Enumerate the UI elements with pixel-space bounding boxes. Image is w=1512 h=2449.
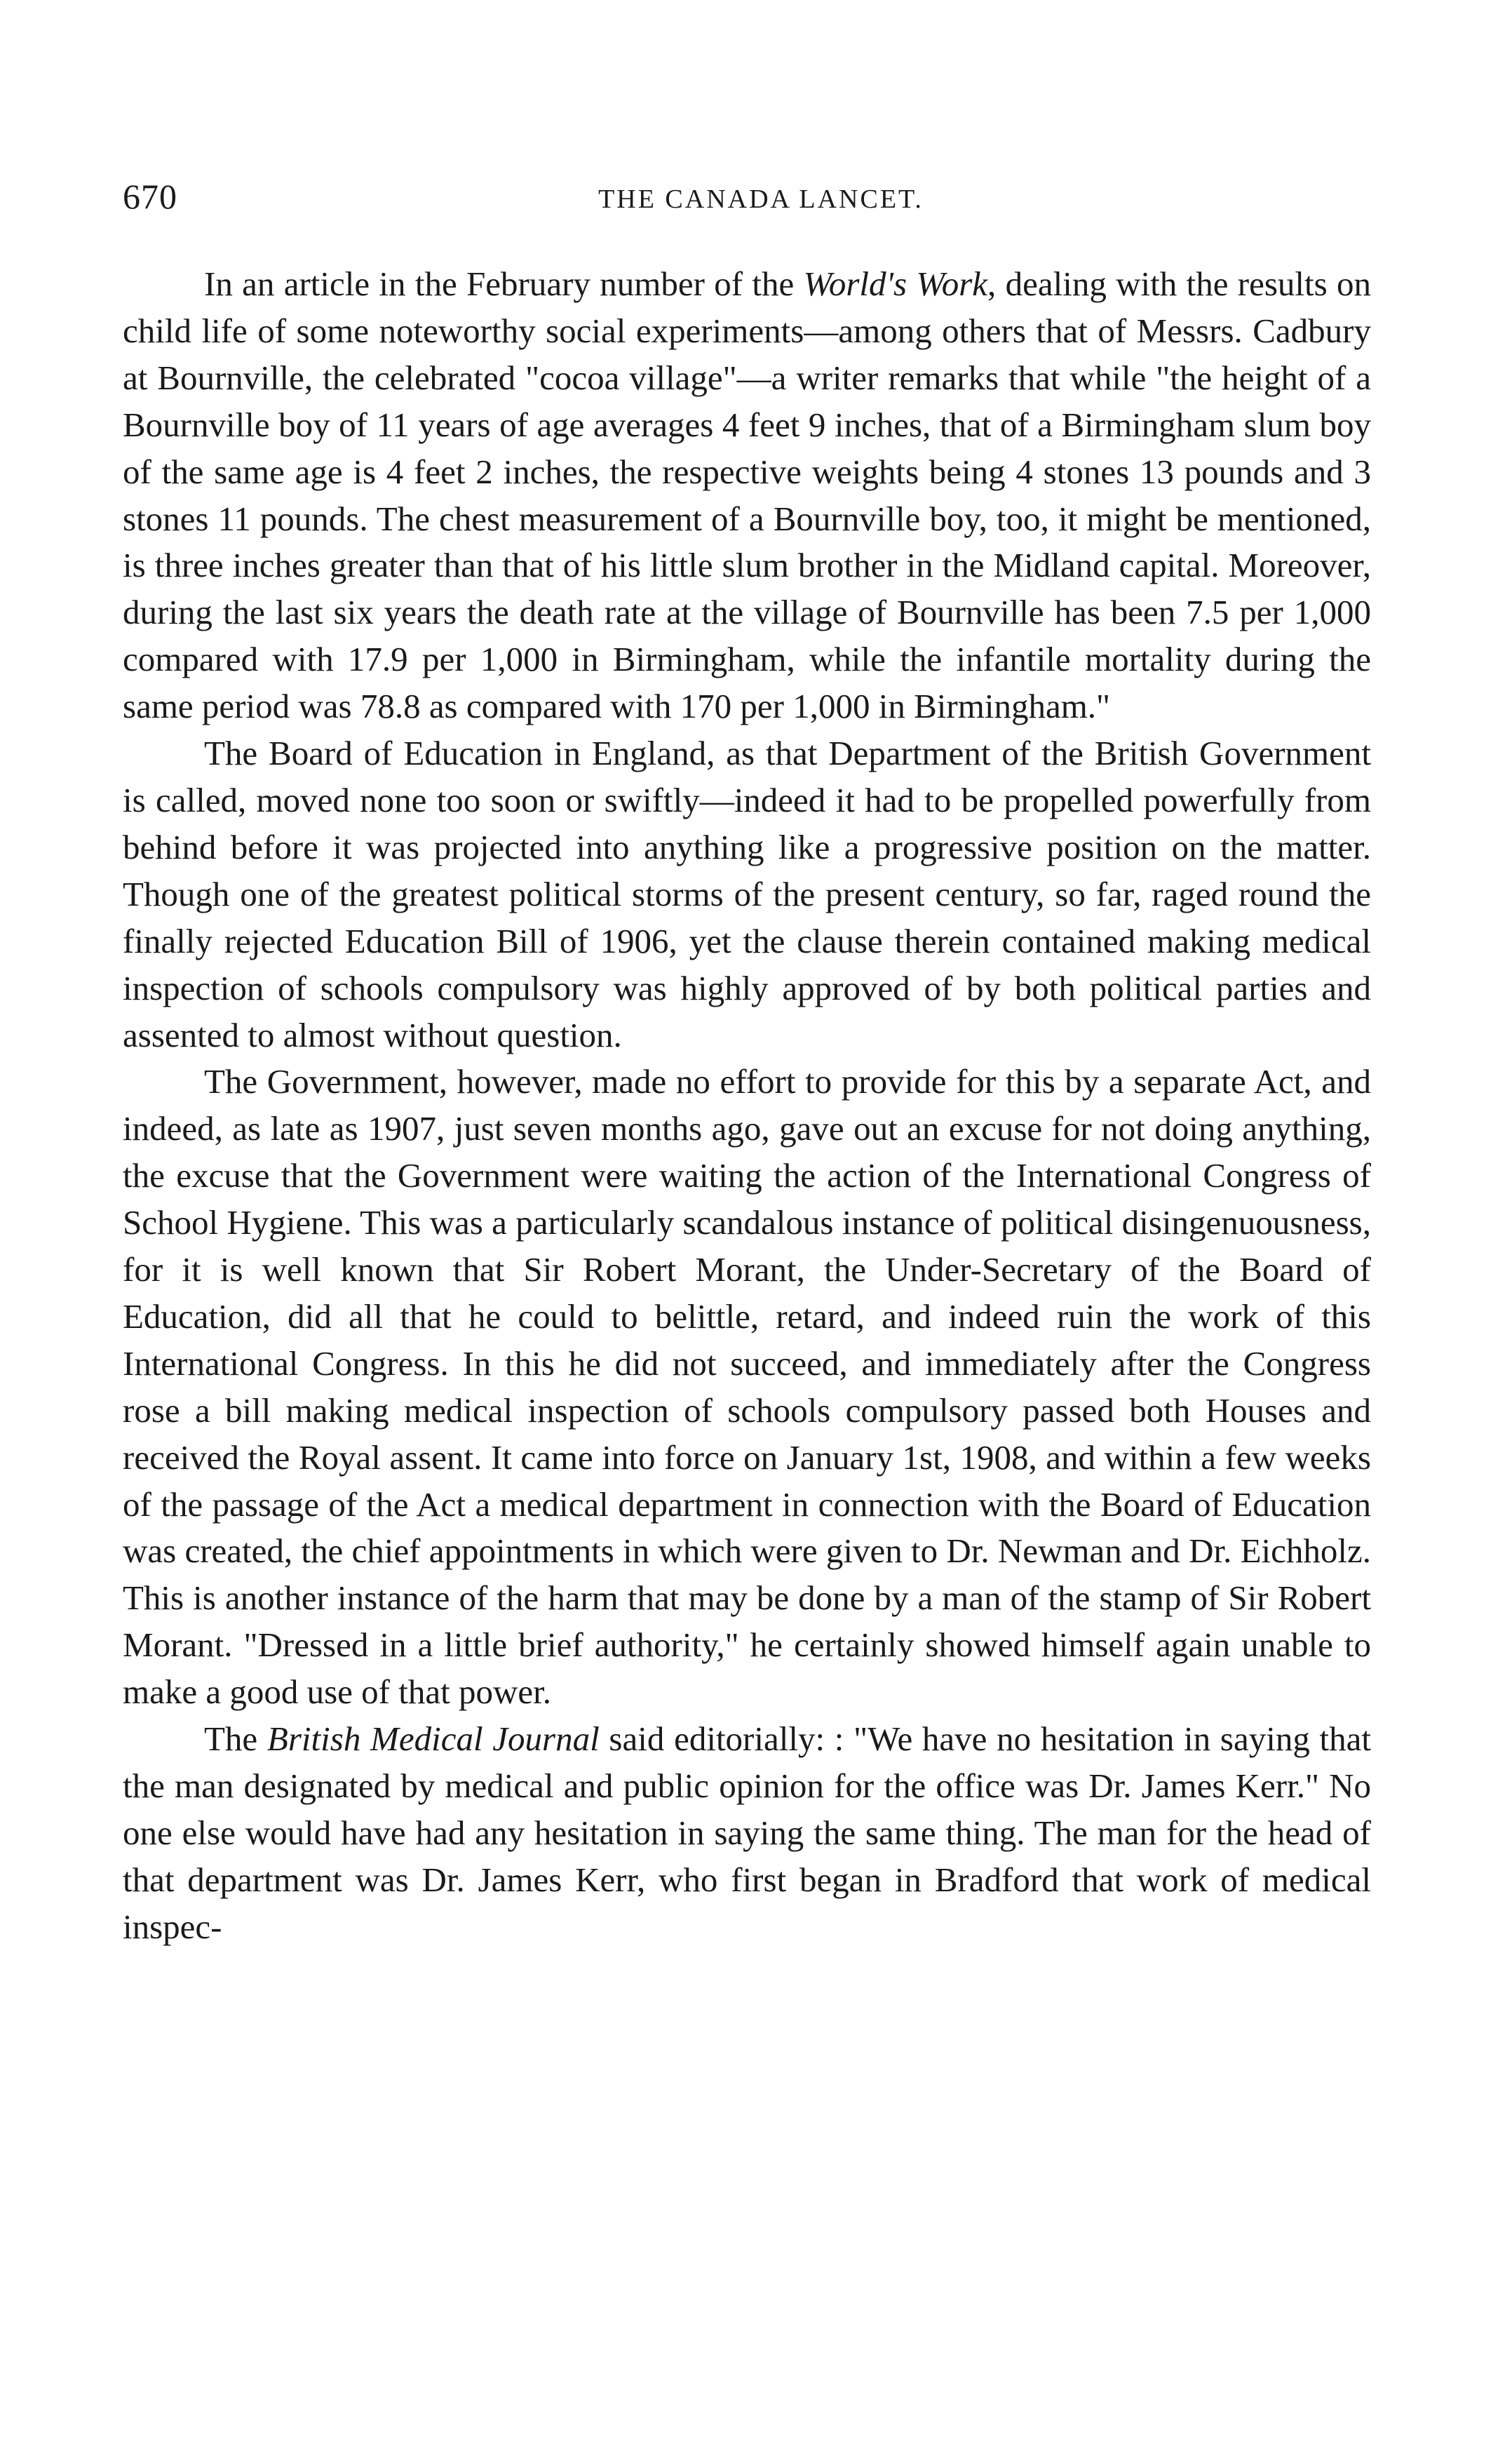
text-run: The Government, however, made no effort to provide for this by a separate Act, and indeed, as late as 1907, just seven months ago, gave out an excuse for not doing anything, the excuse that the Government were waiting the action of the International Congress of School Hygiene. This was a particularly scandalous instance of political disingenuousness, for it is well known that Sir Robert Morant, the Under-Secretary of the Board of Education, did all that he could to belittle, retard, and indeed ruin the work of this International Congress. In this he did not succeed, and immediately after the Congress rose a bill making medical inspection of schools compulsory passed both Houses and received the Royal assent. It came into force on January 1st, 1908, and within a few weeks of the passage of the Act a medical department in connection with the Board of Education was created, the chief appointments in which were given to Dr. Newman and Dr. Eichholz. This is another instance of the harm that may be done by a man of the stamp of Sir Robert Morant. "Dressed in a little brief authority," he certainly showed himself again unable to make a good use of that power. xyxy=(123,1062,1371,1712)
text-run: In an article in the February number of the xyxy=(204,264,804,303)
paragraph xyxy=(123,730,1371,1059)
text-run: The Board of Education in England, as that Department of the British Government is called, moved none too soon or swiftly—indeed it had to be propelled powerfully from behind before it was projected into anything like a progressive position on the matter. Though one of the greatest political storms of the present century, so far, raged round the finally rejected Education Bill of 1906, yet the clause therein contained making medical inspection of schools compulsory was highly approved of by both political parties and assented to almost without question. xyxy=(123,734,1371,1054)
text-run: said editorially: : "We have no hesitation in saying that the man designated by medical and public opinion for the office was Dr. James Kerr." No one else would have had any hesitation in saying the same thing. The man for the head of that department was Dr. James Kerr, who first began in Bradford that work of medical inspec- xyxy=(123,1719,1372,1946)
page-number: 670 xyxy=(123,177,177,216)
text-run: , dealing with the results on child life of some noteworthy social experiments—among others that of Messrs. Cadbury at Bournville, the celebrated "cocoa village"—a writer remarks that while "the height of a Bournville boy of 11 years of age averages 4 feet 9 inches, that of a Birmingham slum boy of the same age is 4 feet 2 inches, the respective weights being 4 stones 13 pounds and 3 stones 11 pounds. The chest measurement of a Bournville boy, too, it might be mentioned, is three inches greater than that of his little slum brother in the Midland capital. Moreover, during the last six years the death rate at the village of Bournville has been 7.5 per 1,000 compared with 17.9 per 1,000 in Birmingham, while the infantile mortality during the same period was 78.8 as compared with 170 per 1,000 in Birmingham." xyxy=(123,264,1372,726)
text-run: The xyxy=(204,1719,267,1759)
paragraph xyxy=(123,1059,1371,1716)
paragraph xyxy=(123,1716,1371,1951)
italic-title-worlds-work: World's Work xyxy=(803,264,988,303)
running-head: THE CANADA LANCET. xyxy=(598,184,924,214)
page-header xyxy=(123,174,1371,230)
italic-title-british-medical-journal: British Medical Journal xyxy=(266,1719,600,1759)
article-body xyxy=(123,261,1371,1951)
paragraph xyxy=(123,261,1371,730)
